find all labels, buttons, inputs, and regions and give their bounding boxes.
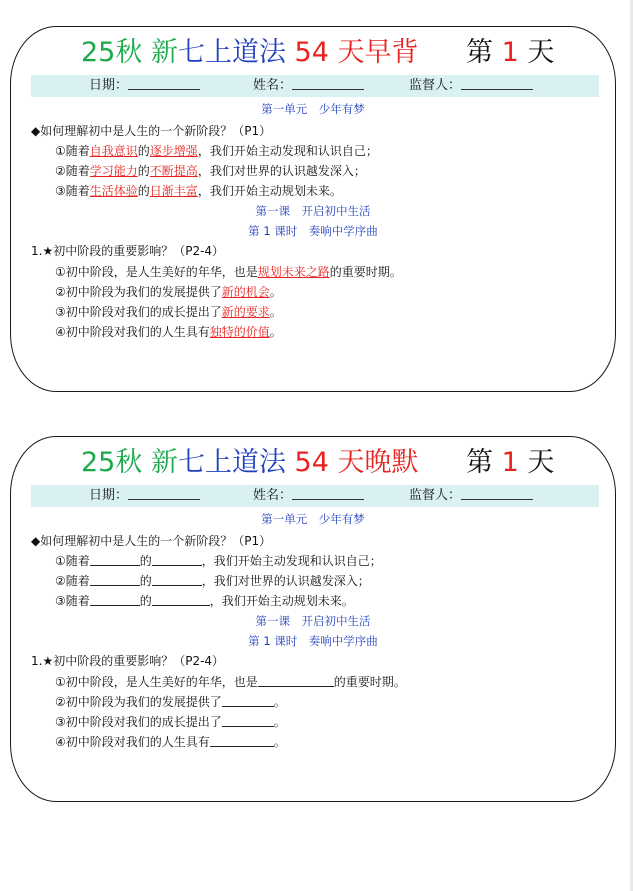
fill-line: ①初中阶段，是人生美好的年华，也是 的重要时期。: [55, 675, 406, 689]
lesson-heading: 第一课 开启初中生活: [255, 204, 371, 218]
answer-line: ②随着学习能力的不断提高，我们对世界的认识越发深入；: [55, 164, 366, 178]
supervisor-field[interactable]: 监督人：: [409, 485, 533, 507]
name-field[interactable]: 姓名：: [253, 75, 364, 97]
lesson-heading: 第一课 开启初中生活: [255, 614, 371, 628]
question-2: 1.★初中阶段的重要影响？（P2-4）: [31, 244, 225, 258]
blank-field[interactable]: [152, 593, 210, 606]
blank-field[interactable]: [90, 573, 140, 586]
day-counter: 第 1 天: [466, 447, 555, 478]
title-subject: 七上道法: [177, 447, 286, 478]
fill-line: ④初中阶段对我们的人生具有 。: [55, 735, 286, 749]
answer-line: ①初中阶段，是人生美好的年华，也是规划未来之路的重要时期。: [55, 265, 402, 279]
unit-heading: 第一单元 少年有梦: [261, 102, 365, 116]
period-heading: 第 1 课时 奏响中学序曲: [248, 224, 378, 238]
title-season: 25秋: [81, 37, 143, 68]
question-2: 1.★初中阶段的重要影响？（P2-4）: [31, 654, 225, 668]
title-plan: 54 天早背: [294, 37, 419, 68]
day-number: 1: [501, 37, 519, 68]
fill-line: ②初中阶段为我们的发展提供了 。: [55, 695, 286, 709]
info-bar: [31, 485, 599, 507]
unit-heading: 第一单元 少年有梦: [261, 512, 365, 526]
date-field[interactable]: 日期：: [89, 75, 200, 97]
blank-field[interactable]: [222, 694, 274, 707]
name-field[interactable]: 姓名：: [253, 485, 364, 507]
title-subject: 七上道法: [177, 37, 286, 68]
blank-field[interactable]: [90, 553, 140, 566]
blank-field[interactable]: [152, 553, 202, 566]
fill-line: ③随着 的 ，我们开始主动规划未来。: [55, 594, 354, 608]
title-new: 新: [150, 37, 178, 68]
evening-card: [10, 436, 616, 802]
card-header: [11, 443, 615, 483]
answer-line: ③初中阶段对我们的成长提出了新的要求。: [55, 305, 282, 319]
blank-field[interactable]: [222, 714, 274, 727]
fill-line: ③初中阶段对我们的成长提出了 。: [55, 715, 286, 729]
blank-field[interactable]: [210, 734, 274, 747]
card-title: [81, 33, 419, 73]
answer-line: ②初中阶段为我们的发展提供了新的机会。: [55, 285, 282, 299]
supervisor-field[interactable]: 监督人：: [409, 75, 533, 97]
fill-line: ②随着 的 ，我们对世界的认识越发深入；: [55, 574, 370, 588]
card-header: [11, 33, 615, 73]
day-counter: 第 1 天: [466, 37, 555, 68]
blank-field[interactable]: [90, 593, 140, 606]
date-field[interactable]: 日期：: [89, 485, 200, 507]
day-number: 1: [501, 447, 519, 478]
answer-line: ③随着生活体验的日渐丰富，我们开始主动规划未来。: [55, 184, 342, 198]
question-1: ◆如何理解初中是人生的一个新阶段？（P1）: [31, 124, 272, 138]
answer-line: ④初中阶段对我们的人生具有独特的价值。: [55, 325, 282, 339]
card-title: [81, 443, 419, 483]
blank-field[interactable]: [152, 573, 202, 586]
answer-line: ①随着自我意识的逐步增强，我们开始主动发现和认识自己；: [55, 144, 378, 158]
blank-field[interactable]: [258, 674, 334, 687]
info-bar: [31, 75, 599, 97]
title-season: 25秋: [81, 447, 143, 478]
morning-card: [10, 26, 616, 392]
question-1: ◆如何理解初中是人生的一个新阶段？（P1）: [31, 534, 272, 548]
period-heading: 第 1 课时 奏响中学序曲: [248, 634, 378, 648]
title-plan: 54 天晚默: [294, 447, 419, 478]
title-new: 新: [150, 447, 178, 478]
fill-line: ①随着 的 ，我们开始主动发现和认识自己；: [55, 554, 382, 568]
